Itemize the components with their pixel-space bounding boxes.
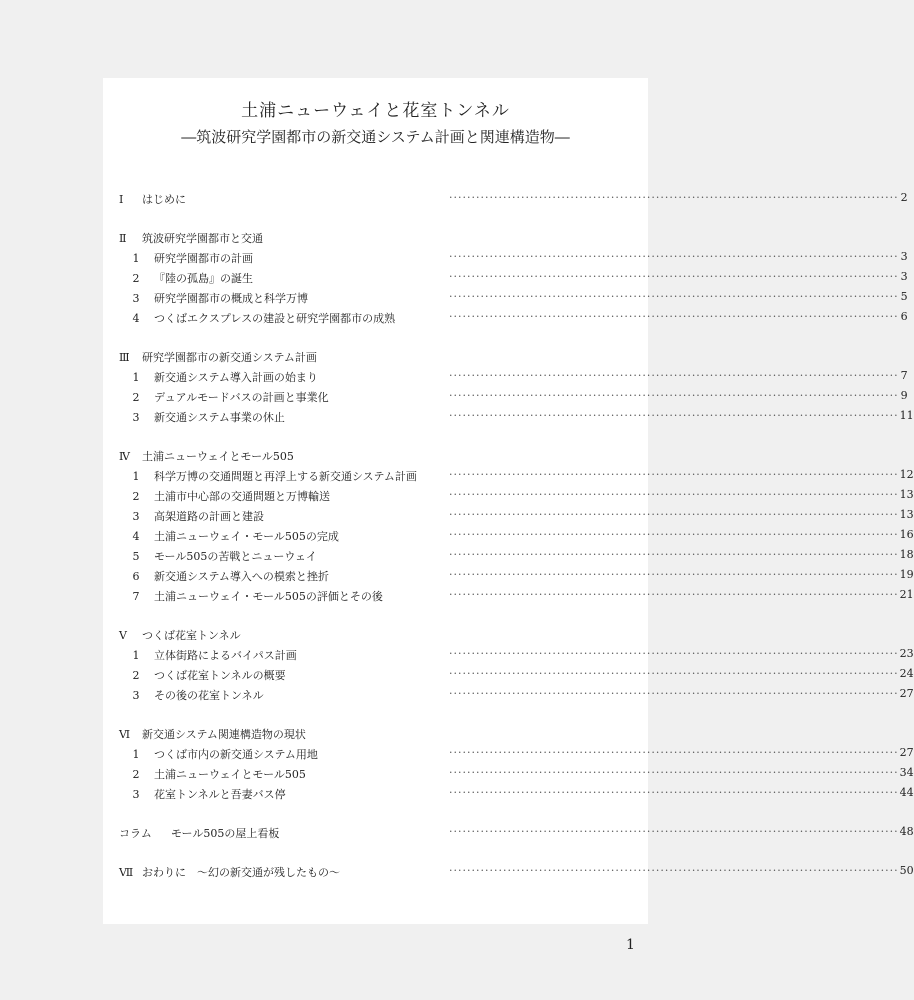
toc-section-heading [119,230,631,250]
toc-entry [119,250,908,270]
dot-leader: ···································································································· [449,409,899,422]
toc-label: はじめに [142,193,186,206]
toc-entry [119,389,908,409]
toc-label: 研究学園都市の計画 [154,252,253,265]
toc-entry [119,528,914,548]
toc-entry [119,310,908,330]
toc-spacer [119,330,631,349]
toc-page-number: 6 [900,310,908,323]
toc-leader [449,568,914,581]
toc-label: 新交通システム導入への模索と挫折 [154,570,329,583]
toc-entry [119,568,914,588]
toc-number: Ⅰ [119,193,124,206]
toc-number: 4 [132,312,140,325]
toc-page-number: 5 [900,290,908,303]
toc-leader [449,786,914,799]
toc-label: 土浦ニューウェイとモール505 [142,450,294,463]
toc-label: 研究学園都市の新交通システム計画 [142,351,317,364]
toc-section-heading [119,349,631,369]
toc-page-number: 13 [899,488,914,501]
toc-page-number: 11 [899,409,914,422]
toc-number: 4 [132,530,140,543]
toc-leader [449,766,914,779]
toc-label: 研究学園都市の概成と科学万博 [154,292,308,305]
toc-label: つくば花室トンネルの概要 [154,669,286,682]
toc-number: 3 [132,689,140,702]
dot-leader: ···································································································· [449,488,899,501]
toc-number: 2 [132,669,140,682]
toc-label: つくば市内の新交通システム用地 [154,748,318,761]
toc-number: 5 [132,550,140,563]
toc-leader [449,290,908,303]
toc-label: モール505の苦戦とニューウェイ [154,550,317,563]
toc-number: Ⅵ [119,728,131,741]
toc-page-number: 27 [899,687,914,700]
toc-spacer [119,806,631,825]
toc-number: 3 [132,292,140,305]
toc-page-number: 27 [899,746,914,759]
dot-leader: ···································································································· [449,766,899,779]
table-of-contents [119,191,914,884]
toc-label: 新交通システム導入計画の始まり [154,371,318,384]
toc-leader [449,250,908,263]
toc-page-number: 44 [899,786,914,799]
toc-label: 高架道路の計画と建設 [154,510,264,523]
toc-label: おわりに ～幻の新交通が残したもの～ [142,866,340,879]
toc-entry [119,468,914,488]
toc-label: 土浦ニューウェイとモール505 [154,768,306,781]
dot-leader: ···································································································· [449,548,899,561]
toc-page-number: 18 [899,548,914,561]
dot-leader: ···································································································· [449,864,899,877]
toc-page-number: 24 [899,667,914,680]
dot-leader: ···································································································· [449,191,899,204]
toc-entry [119,667,914,687]
document-page [103,78,914,924]
toc-leader [449,746,914,759]
document-title: 土浦ニューウェイと花室トンネル [241,101,510,121]
toc-number: 1 [132,649,140,662]
dot-leader: ···································································································· [449,468,899,481]
toc-entry [119,488,914,508]
toc-leader [449,588,914,601]
toc-label: モール505の屋上看板 [171,827,280,840]
toc-number: 1 [132,371,140,384]
toc-number: 2 [132,272,140,285]
toc-number: Ⅱ [119,232,127,245]
toc-page-number: 12 [899,468,914,481]
toc-number: Ⅳ [119,450,130,463]
toc-page-number: 50 [899,864,914,877]
toc-label: デュアルモードバスの計画と事業化 [154,391,329,404]
toc-number: Ⅶ [119,866,134,879]
toc-label: つくば花室トンネル [142,629,241,642]
toc-leader [449,409,914,422]
toc-label: 科学万博の交通問題と再浮上する新交通システム計画 [154,470,417,483]
toc-section-heading [119,627,631,647]
toc-leader [449,310,908,323]
toc-number: Ⅲ [119,351,130,364]
toc-label: 土浦ニューウェイ・モール505の完成 [154,530,339,543]
dot-leader: ···································································································· [449,369,899,382]
toc-leader [449,647,914,660]
toc-entry [119,548,914,568]
toc-number: 2 [132,391,140,404]
toc-number: 3 [132,411,140,424]
toc-entry [119,588,914,608]
toc-number: 1 [132,748,140,761]
toc-page-number: 3 [900,250,908,263]
toc-page-number: 21 [899,588,914,601]
dot-leader: ···································································································· [449,825,899,838]
toc-leader [449,864,914,877]
toc-entry [119,369,908,389]
dot-leader: ···································································································· [449,250,899,263]
dot-leader: ···································································································· [449,528,899,541]
toc-entry [119,766,914,786]
toc-leader [449,191,908,204]
dot-leader: ···································································································· [449,270,899,283]
toc-entry [119,746,914,766]
toc-leader [449,508,914,521]
toc-label: 花室トンネルと吾妻バス停 [154,788,286,801]
dot-leader: ···································································································· [449,687,899,700]
dot-leader: ···································································································· [449,647,899,660]
document-subtitle: ―筑波研究学園都市の新交通システム計画と関連構造物― [181,128,570,146]
dot-leader: ···································································································· [449,746,899,759]
toc-entry [119,786,914,806]
toc-spacer [119,707,631,726]
toc-entry [119,409,914,429]
toc-leader [449,468,914,481]
toc-section-heading [119,864,914,884]
toc-label: 『陸の孤島』の誕生 [154,272,253,285]
toc-number: 3 [132,788,140,801]
toc-number: 2 [132,490,140,503]
dot-leader: ···································································································· [449,588,899,601]
toc-section-heading [119,448,631,468]
toc-label: その後の花室トンネル [154,689,264,702]
dot-leader: ···································································································· [449,568,899,581]
toc-number: コラム [119,827,152,840]
dot-leader: ···································································································· [449,667,899,680]
toc-page-number: 9 [900,389,908,402]
toc-leader [449,687,914,700]
toc-label: つくばエクスプレスの建設と研究学園都市の成熟 [154,312,396,325]
toc-label: 新交通システム関連構造物の現状 [142,728,306,741]
toc-number: 3 [132,510,140,523]
toc-spacer [119,211,631,230]
toc-leader [449,548,914,561]
toc-leader [449,528,914,541]
toc-spacer [119,845,631,864]
toc-entry [119,687,914,707]
toc-number: 7 [132,590,140,603]
page-number: 1 [626,937,635,953]
toc-page-number: 13 [899,508,914,521]
toc-page-number: 19 [899,568,914,581]
toc-leader [449,667,914,680]
toc-page-number: 48 [899,825,914,838]
toc-entry [119,270,908,290]
toc-label: 土浦ニューウェイ・モール505の評価とその後 [154,590,383,603]
toc-page-number: 3 [900,270,908,283]
toc-page-number: 16 [899,528,914,541]
toc-leader [449,270,908,283]
toc-section-heading [119,191,908,211]
toc-leader [449,389,908,402]
toc-leader [449,369,908,382]
toc-page-number: 34 [899,766,914,779]
toc-page-number: 7 [900,369,908,382]
toc-number: 2 [132,768,140,781]
toc-page-number: 23 [899,647,914,660]
toc-leader [449,825,914,838]
toc-leader [449,488,914,501]
toc-section-heading [119,825,914,845]
toc-label: 土浦市中心部の交通問題と万博輸送 [154,490,330,503]
dot-leader: ···································································································· [449,310,899,323]
toc-spacer [119,608,631,627]
dot-leader: ···································································································· [449,290,899,303]
toc-spacer [119,429,631,448]
dot-leader: ···································································································· [449,786,899,799]
toc-number: 1 [132,470,140,483]
toc-entry [119,290,908,310]
toc-number: Ⅴ [119,629,127,642]
toc-entry [119,647,914,667]
toc-number: 6 [132,570,140,583]
dot-leader: ···································································································· [449,389,899,402]
dot-leader: ···································································································· [449,508,899,521]
toc-label: 新交通システム事業の休止 [154,411,285,424]
toc-number: 1 [132,252,140,265]
toc-page-number: 2 [900,191,908,204]
toc-entry [119,508,914,528]
toc-section-heading [119,726,631,746]
toc-label: 筑波研究学園都市と交通 [142,232,263,245]
toc-label: 立体街路によるバイパス計画 [154,649,297,662]
